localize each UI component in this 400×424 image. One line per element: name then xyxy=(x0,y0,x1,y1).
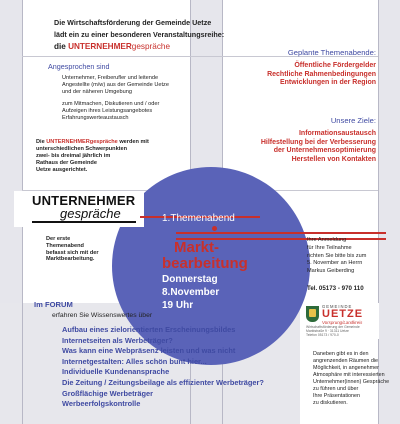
ziele-title: Unsere Ziele: xyxy=(330,116,376,125)
themen-title: Geplante Themenabende: xyxy=(287,48,376,57)
list-item: Aufbau eines zielorientierten Erscheinungsbildes xyxy=(62,325,236,334)
befasst-text: Der erste Themenabend befasst sich mit der Marktbearbeitung. xyxy=(46,236,99,263)
angesprochen-para-1: Unternehmer, Freiberufler und leitende Angestellte (m/w) aus der Gemeinde Uetze und der näheren Umgebung xyxy=(62,75,169,95)
anmeldung-phone: Tel. 05173 - 970 110 xyxy=(307,285,364,292)
intro-line-3: die UNTERNEHMERgespräche xyxy=(54,42,171,51)
angesprochen-para-2: zum Mitmachen, Diskutieren und / oder Aufzeigen ihres Leistungsangebotes Erfahrungswerteaustausch xyxy=(62,101,160,121)
schwerpunkt-text: Die UNTERNEHMERgespräche werden mit unterschiedlichen Schwerpunkten zwei- bis dreimal jährlich im Rathaus der Gemeinde Uetze ausgerichtet. xyxy=(36,139,149,173)
event-title-1: Markt- xyxy=(174,239,220,256)
unternehmer-logo xyxy=(14,191,144,227)
gemeinde-name: UETZE xyxy=(322,308,364,320)
list-item: Was kann eine Webpräsenz leisten und was nicht xyxy=(62,346,236,356)
list-item: Großflächige Werbeträger xyxy=(62,388,154,398)
logo-unternehmer: UNTERNEHMER xyxy=(32,193,136,208)
crest-icon xyxy=(306,306,319,322)
themen-list: Öffentliche Fördergelder Rechtliche Rahmenbedingungen Entwicklungen in der Region xyxy=(267,62,376,87)
list-item: Individuelle Kundenansprache xyxy=(62,367,170,377)
list-item: Internetgestalten: Alles schön bunt hier... xyxy=(62,356,207,366)
gemeinde-tag: Vorsprung/Landkreis xyxy=(322,320,363,325)
logo-rule xyxy=(32,221,136,223)
angesprochen-title: Angesprochen sind xyxy=(48,62,110,71)
red-line-2 xyxy=(176,232,386,234)
gemeinde-sub: Wirtschaftsförderung der Gemeinde Marktstraße 9 · 31311 Uetze Telefon 05173 / 970-0 xyxy=(306,325,360,338)
intro-line-2: lädt ein zu einer besonderen Veranstaltungsreihe: xyxy=(54,30,225,39)
brand-gespraeche: gespräche xyxy=(131,42,171,51)
brand-unternehmer: UNTERNEHMER xyxy=(68,42,132,51)
list-item: Die Zeitung / Zeitungsbeilage als effizienter Werbeträger? xyxy=(62,377,264,387)
intro-line-1: Die Wirtschaftsförderung der Gemeinde Uetze xyxy=(54,18,212,27)
event-date: 8.November xyxy=(162,287,220,298)
anmeldung-text: Ihre Anmeldung für Ihre Teilnahme richten Sie bitte bis zum 5. November an Herrn Markus Geiberding xyxy=(307,237,367,275)
list-item: Internetseiten als Werbeträger? xyxy=(62,335,173,345)
logo-gespraeche: gespräche xyxy=(60,206,121,221)
gemeinde-uetze-logo xyxy=(305,303,379,339)
forum-subtitle: erfahren Sie Wissenswertes über xyxy=(52,312,153,319)
event-time: 19 Uhr xyxy=(162,300,194,311)
event-day: Donnerstag xyxy=(162,274,218,285)
gemeinde-small: GEMEINDE xyxy=(322,304,353,309)
red-dot xyxy=(212,226,217,231)
forum-topic-list xyxy=(62,325,264,410)
schwerpunkt-brand: UNTERNEHMERgespräche xyxy=(46,139,118,145)
list-item: Werbeerfolgskontrolle xyxy=(62,399,141,409)
event-title-2: bearbeitung xyxy=(162,255,248,272)
ziele-list: Informationsaustausch Hilfestellung bei der Verbesserung der Unternehmensoptimierung Herstellen von Kontakten xyxy=(260,130,376,163)
daneben-text: Daneben gibt es in den angrenzenden Räumen die Möglichkeit, in angenehmer Atmosphäre mit interessierten Unternehmer(innen) Gespräche zu führen und über Ihre Präsentationen zu diskutieren. xyxy=(313,351,390,406)
themenabend-label: 1.Themenabend xyxy=(162,213,235,224)
forum-title: Im FORUM xyxy=(34,300,73,309)
